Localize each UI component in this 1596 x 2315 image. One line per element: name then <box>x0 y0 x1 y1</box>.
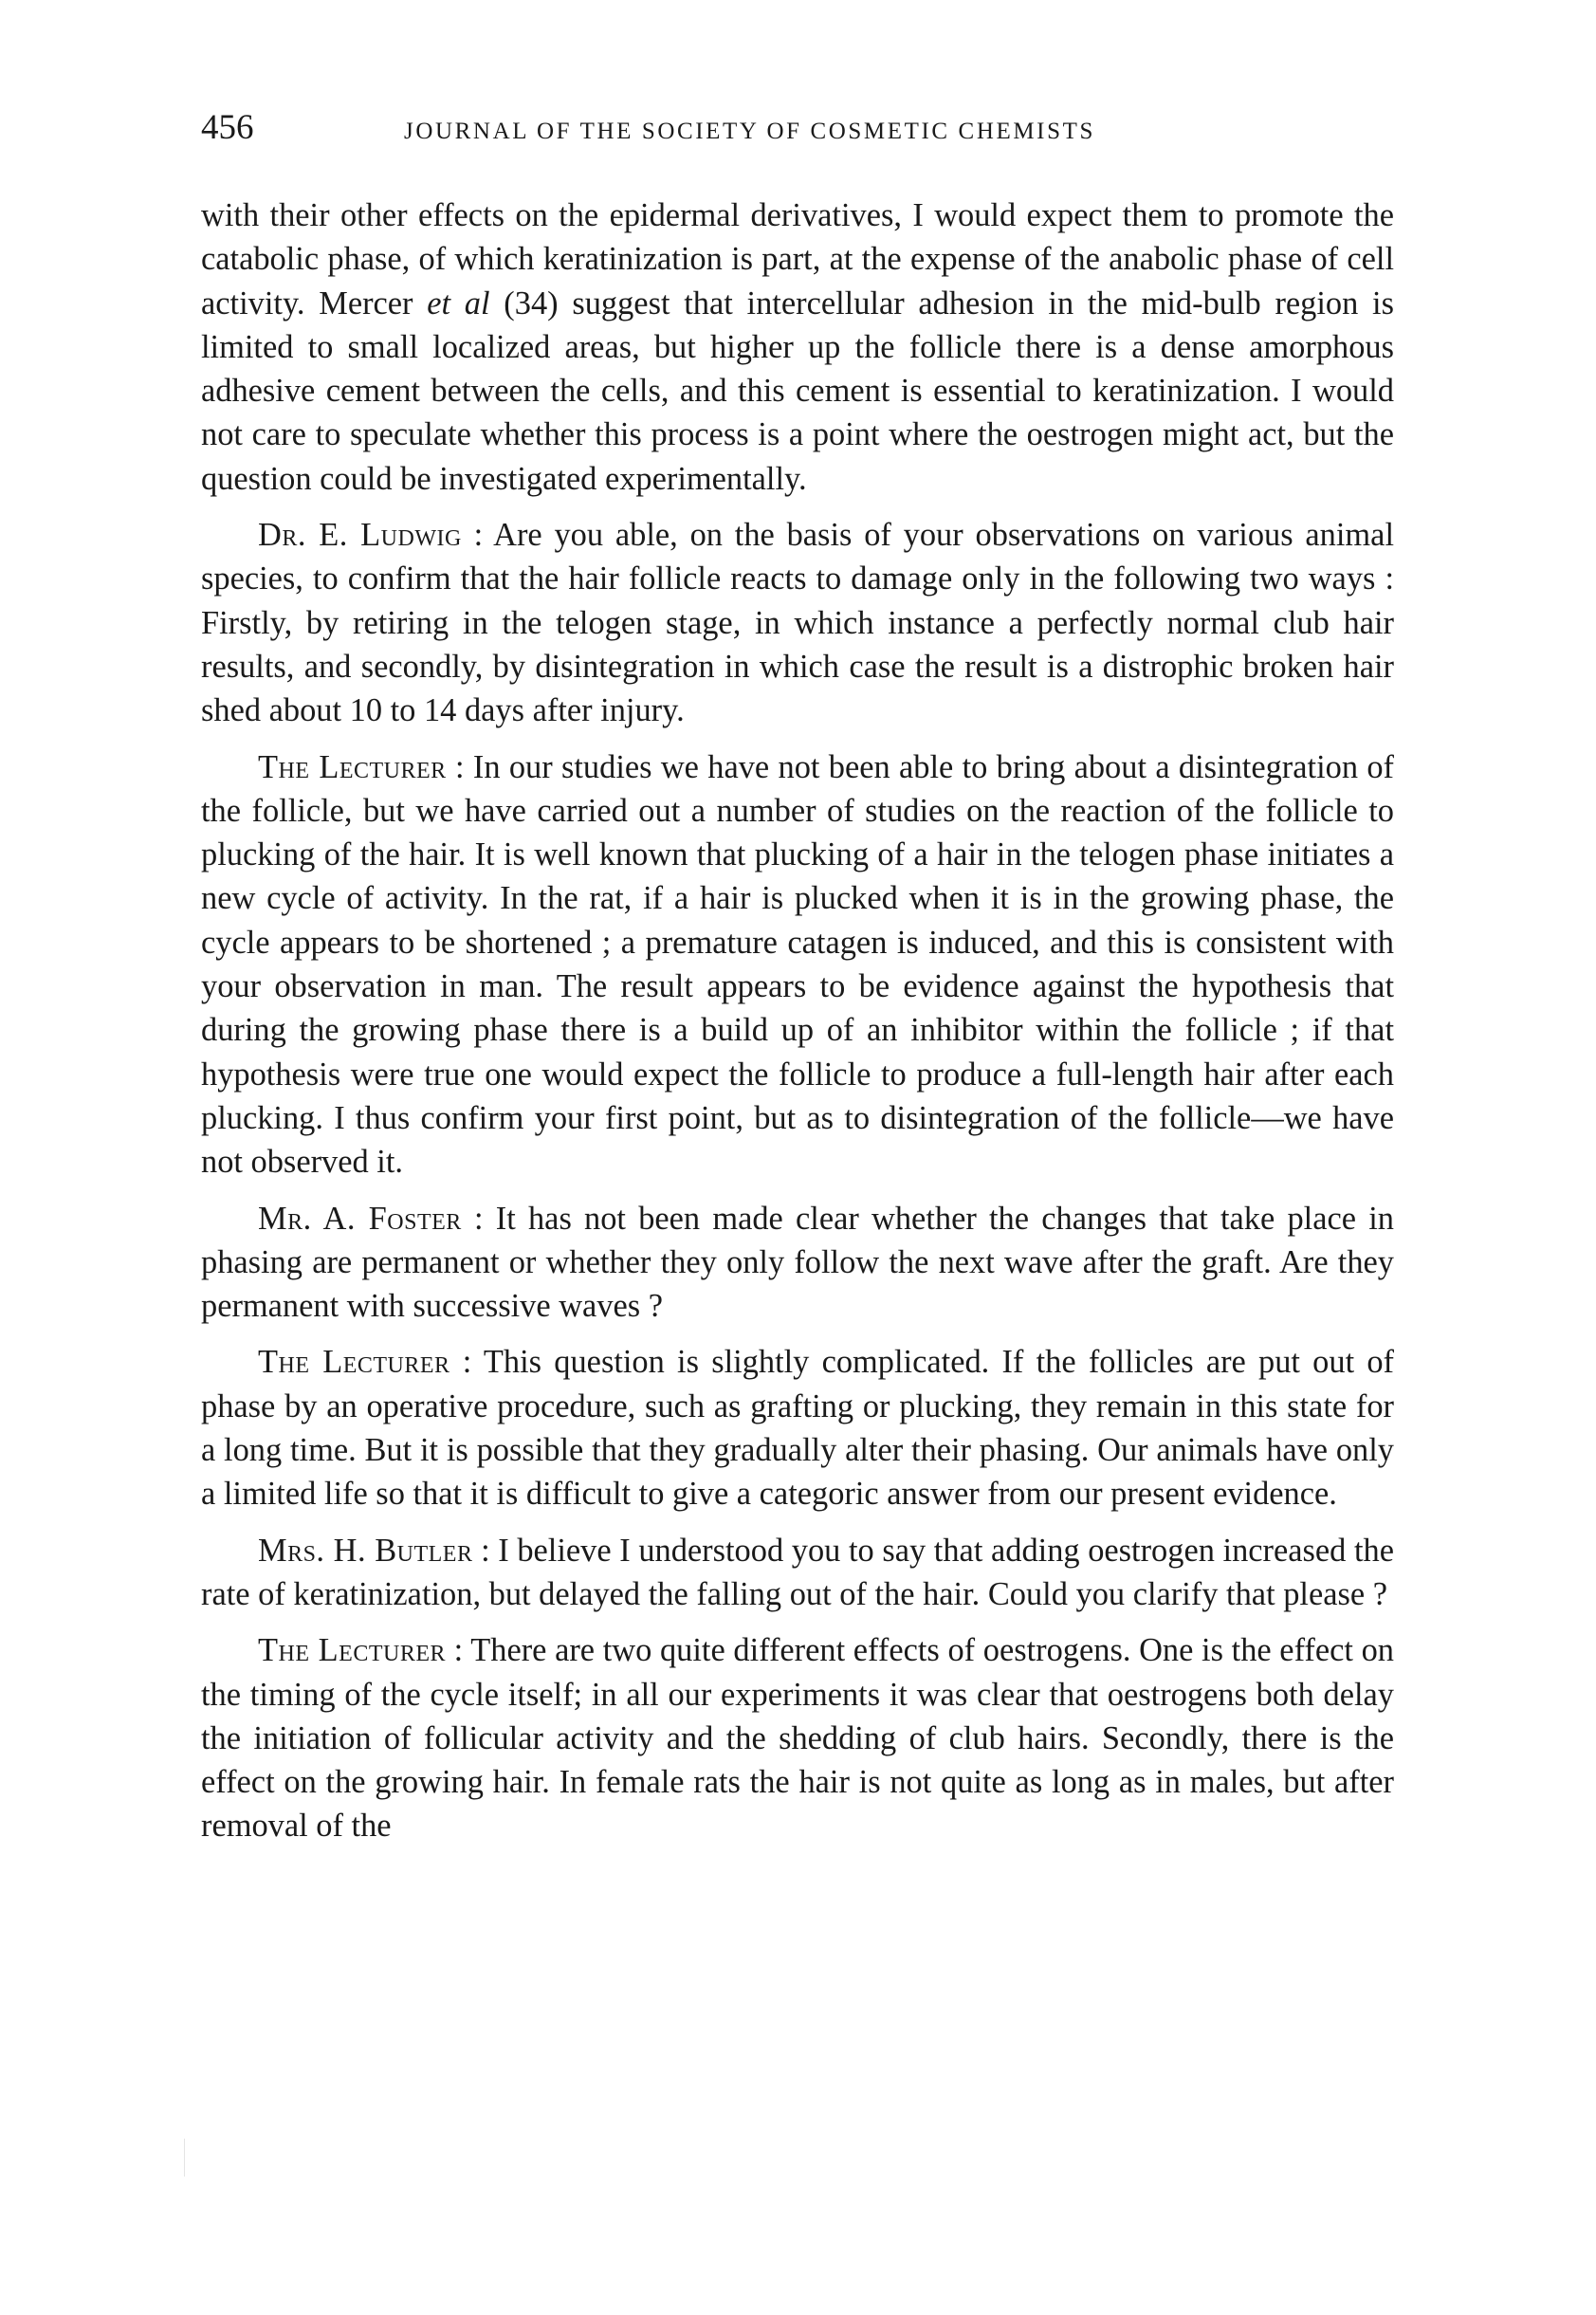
discussion-paragraph <box>201 1529 1394 1617</box>
italic-citation: et al <box>427 285 490 322</box>
page <box>201 104 1394 1861</box>
journal-title: JOURNAL OF THE SOCIETY OF COSMETIC CHEMISTS <box>404 119 1095 144</box>
speaker-name: Mrs. H. Butler <box>258 1532 473 1569</box>
speaker-name: The Lecturer <box>258 748 447 785</box>
speaker-name: The Lecturer <box>258 1632 446 1669</box>
discussion-paragraph <box>201 1340 1394 1516</box>
speaker-name: Mr. A. Foster <box>258 1200 462 1237</box>
discussion-paragraph <box>201 1628 1394 1847</box>
paragraph-continuation <box>201 193 1394 501</box>
paragraph-text: : Are you able, on the basis of your observations on various animal species, to confirm that the hair follicle reacts to damage only in the following two ways : Firstly, by retiring in the telogen stage, in which instance a perfectly normal club hair results, and secondly, by disintegration in which case the result is a distrophic broken hair shed about 10 to 14 days after injury. <box>201 517 1394 729</box>
paragraph-text: : In our studies we have not been able to bring about a disintegration of the follicle, but we have carried out a number of studies on the reaction of the follicle to plucking of the hair. It is well known that plucking of a hair in the telogen phase initiates a new cycle of activity. In the rat, if a hair is plucked when it is in the growing phase, the cycle appears to be shortened ; a premature catagen is induced, and this is consistent with your observation in man. The result appears to be evidence against the hypothesis that during the growing phase there is a build up of an inhibitor within the follicle ; if that hypothesis were true one would expect the follicle to produce a full-length hair after each plucking. I thus confirm your first point, but as to disintegration of the follicle—we have not observed it. <box>201 748 1394 1181</box>
paragraph-text: : It has not been made clear whether the changes that take place in phasing are permanent or whether they only follow the next wave after the graft. Are they permanent with successive waves ? <box>201 1200 1394 1325</box>
discussion-paragraph <box>201 513 1394 732</box>
body-text <box>201 193 1394 1848</box>
running-head <box>201 104 1394 152</box>
page-number: 456 <box>201 108 254 147</box>
paragraph-text: with their other effects on the epidermal derivatives, I would expect them to promote the catabolic phase, of which keratinization is part, at the expense of the anabolic phase of cell activity. Mercer <box>201 197 1394 322</box>
scan-artifact <box>184 2139 185 2177</box>
discussion-paragraph <box>201 745 1394 1185</box>
discussion-paragraph <box>201 1197 1394 1329</box>
speaker-name: Dr. E. Ludwig <box>258 517 462 554</box>
speaker-name: The Lecturer <box>258 1344 450 1381</box>
paragraph-text: : I believe I understood you to say that adding oestrogen increased the rate of keratinization, but delayed the falling out of the hair. Could you clarify that please ? <box>201 1532 1395 1612</box>
paragraph-text: (34) suggest that intercellular adhesion in the mid-bulb region is limited to small localized areas, but higher up the follicle there is a dense amorphous adhesive cement between the cells, and this cement is essential to keratinization. I would not care to speculate whether this process is a point where the oestrogen might act, but the question could be investigated experimentally. <box>201 285 1394 497</box>
paragraph-text: : This question is slightly complicated. If the follicles are put out of phase by an operative procedure, such as grafting or plucking, they remain in this state for a long time. But it is possible that they gradually alter their phasing. Our animals have only a limited life so that it is difficult to give a categoric answer from our present evidence. <box>201 1344 1394 1513</box>
paragraph-text: : There are two quite different effects of oestrogens. One is the effect on the timing of the cycle itself; in all our experiments it was clear that oestrogens both delay the initiation of follicular activity and the shedding of club hairs. Secondly, there is the effect on the growing hair. In female rats the hair is not quite as long as in males, but after removal of the <box>201 1632 1394 1845</box>
